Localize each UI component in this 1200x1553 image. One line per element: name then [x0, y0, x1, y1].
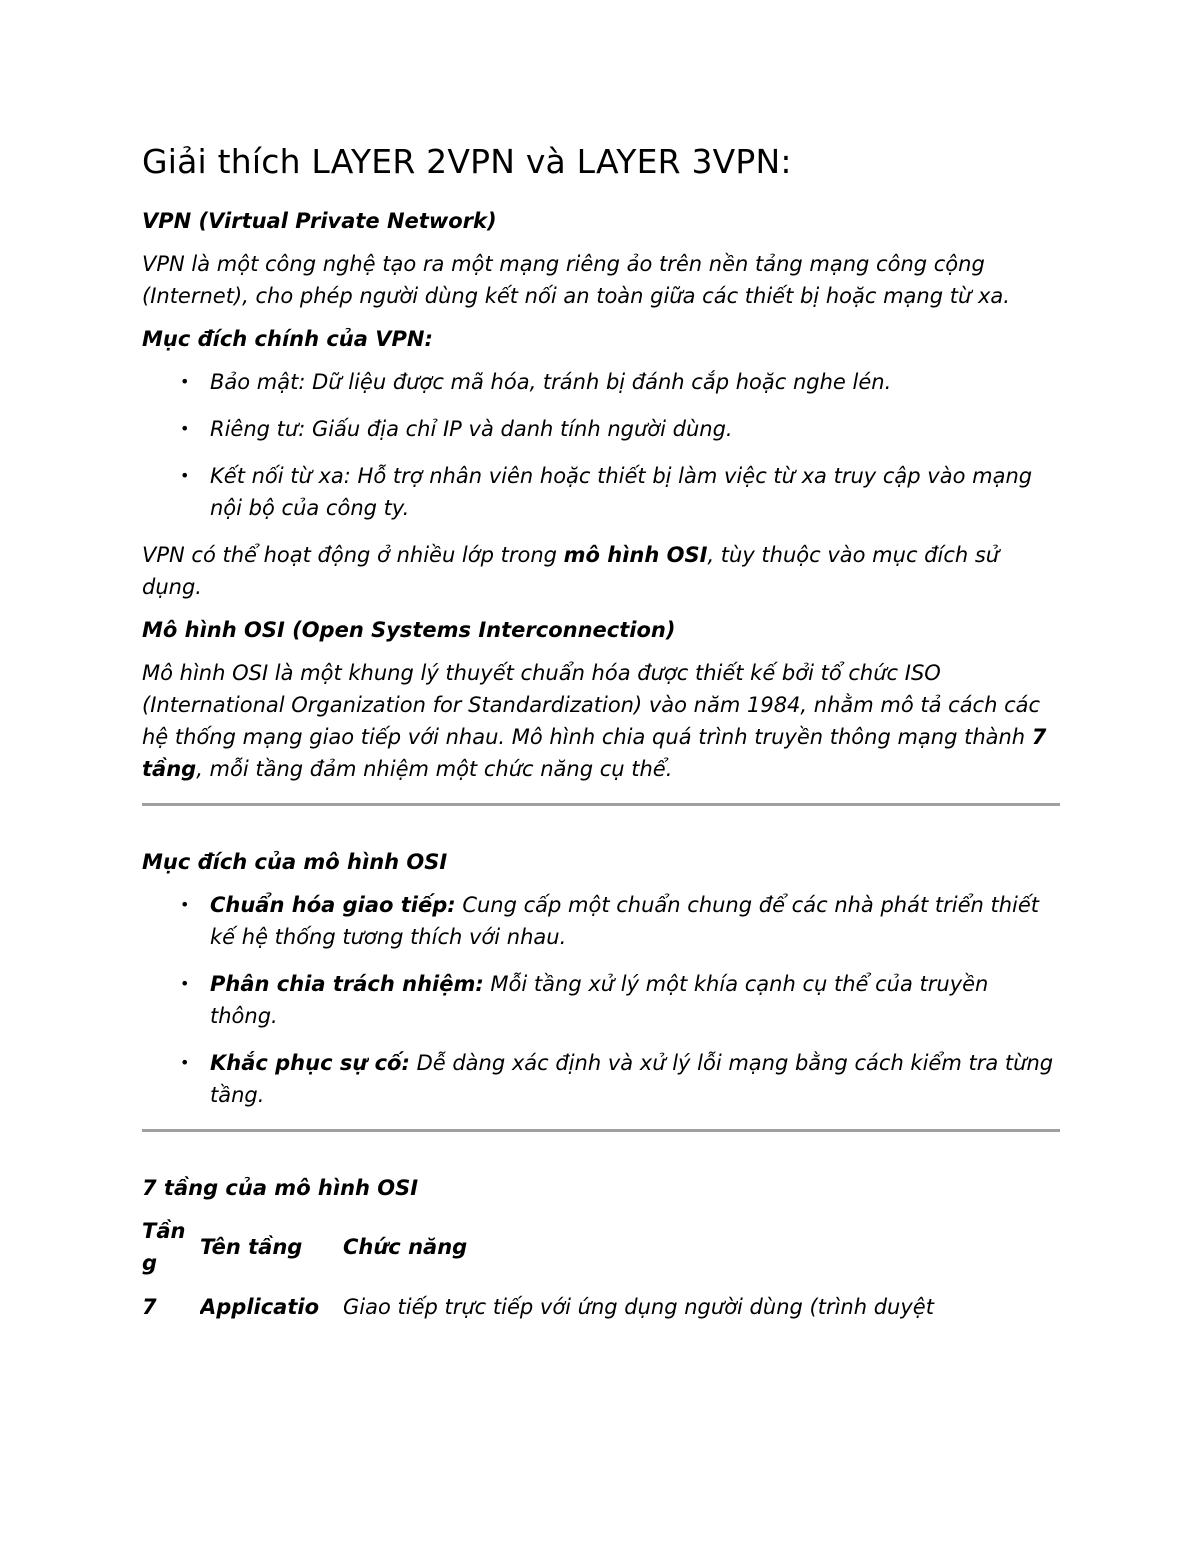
vpn-heading: VPN (Virtual Private Network)	[142, 209, 497, 233]
bullet-icon: •	[180, 974, 190, 993]
bullet-icon: •	[180, 895, 190, 914]
document-page	[142, 140, 1060, 1323]
document-title: Giải thích LAYER 2VPN và LAYER 3VPN:	[142, 142, 792, 181]
table-row	[142, 1291, 1060, 1323]
bullet-icon: •	[180, 372, 190, 391]
osi-layers-table	[142, 1215, 1060, 1323]
seven-layers-emphasis: 7 tầng	[142, 725, 1047, 781]
section-divider	[142, 1129, 1060, 1132]
list-item: • Phân chia trách nhiệm: Mỗi tầng xử lý một khía cạnh cụ thể của truyền thông.	[142, 968, 1060, 1032]
table-header-row	[142, 1215, 1060, 1279]
list-item: • Riêng tư: Giấu địa chỉ IP và danh tính người dùng.	[142, 413, 1060, 445]
vpn-intro: VPN là một công nghệ tạo ra một mạng riêng ảo trên nền tảng mạng công cộng (Internet), cho phép người dùng kết nối an toàn giữa các thiết bị hoặc mạng từ xa.	[142, 252, 1010, 308]
osi-purpose-list	[142, 889, 1060, 1111]
osi-description: Mô hình OSI là một khung lý thuyết chuẩn hóa được thiết kế bởi tổ chức ISO (International Organization for Standardization) vào năm 1984, nhằm mô tả cách các hệ thống mạng giao tiếp với nhau. Mô hình chia quá trình truyền thông mạng thành 7 tầng, mỗi tầng đảm nhiệm một chức năng cụ thể.	[142, 661, 1047, 781]
layers-heading: 7 tầng của mô hình OSI	[142, 1176, 419, 1200]
bullet-icon: •	[180, 466, 190, 485]
list-item: • Chuẩn hóa giao tiếp: Cung cấp một chuẩn chung để các nhà phát triển thiết kế hệ thống tương thích với nhau.	[142, 889, 1060, 953]
list-item: • Khắc phục sự cố: Dễ dàng xác định và xử lý lỗi mạng bằng cách kiểm tra từng tầng.	[142, 1047, 1060, 1111]
vpn-purpose-list	[142, 366, 1060, 524]
column-header-function: Chức năng	[343, 1235, 468, 1259]
bullet-icon: •	[180, 419, 190, 438]
osi-purpose-heading: Mục đích của mô hình OSI	[142, 850, 448, 874]
cell-function: Giao tiếp trực tiếp với ứng dụng người dùng (trình duyệt	[343, 1295, 934, 1319]
osi-model-emphasis: mô hình OSI	[563, 543, 708, 567]
list-item: • Kết nối từ xa: Hỗ trợ nhân viên hoặc thiết bị làm việc từ xa truy cập vào mạng nội bộ của công ty.	[142, 460, 1060, 524]
vpn-purpose-heading: Mục đích chính của VPN:	[142, 327, 433, 351]
bullet-icon: •	[180, 1053, 190, 1072]
column-header-name: Tên tầng	[200, 1235, 303, 1259]
cell-layer: 7	[142, 1295, 157, 1319]
column-header-layer: Tầng	[142, 1219, 186, 1275]
list-item: • Bảo mật: Dữ liệu được mã hóa, tránh bị đánh cắp hoặc nghe lén.	[142, 366, 1060, 398]
vpn-osi-sentence: VPN có thể hoạt động ở nhiều lớp trong mô hình OSI, tùy thuộc vào mục đích sử dụng.	[142, 543, 1000, 599]
cell-name: Applicatio	[200, 1295, 319, 1319]
osi-heading: Mô hình OSI (Open Systems Interconnection)	[142, 618, 676, 642]
section-divider	[142, 803, 1060, 806]
